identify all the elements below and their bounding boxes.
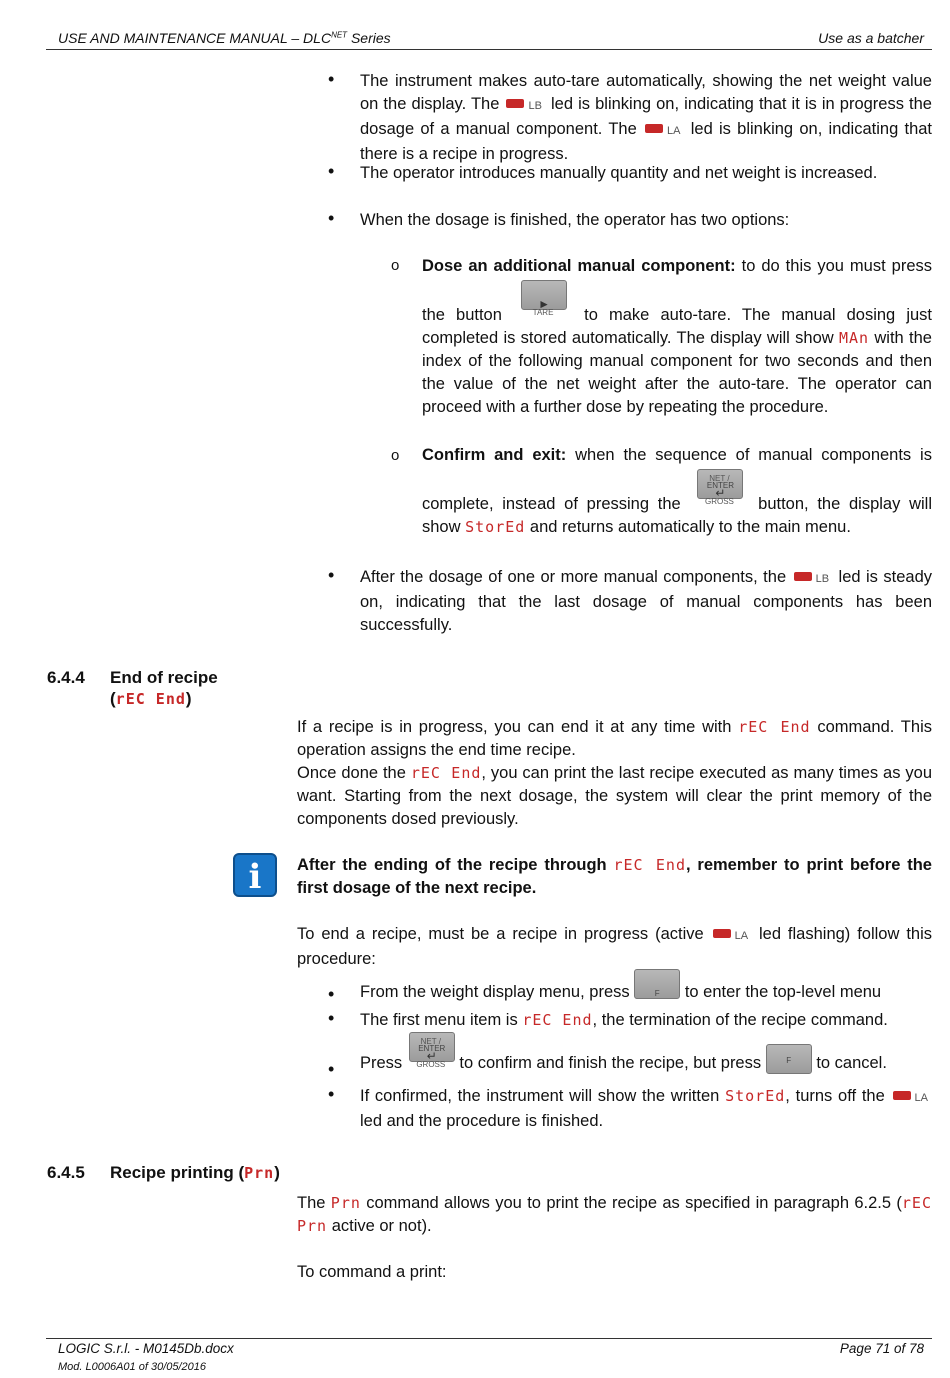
led-icon (794, 572, 812, 581)
option-confirm-exit: Confirm and exit: when the sequence of manual components is complete, instead of pressing the ENTER ↵ NET / GROSS button, the display will show StorEd and returns automatically to the main menu. (422, 446, 932, 536)
bullet-marker: • (328, 208, 335, 228)
footer-divider (46, 1338, 932, 1339)
section-title-code: (rEC End) (110, 689, 192, 708)
f-key-icon: F (634, 969, 680, 999)
bullet-autotare: The instrument makes auto-tare automatically, showing the net weight value on the display. The LB led is blinking on, indicating that it is in progress the dosage of a manual component. The LA led is blinking on, indicating that there is a recipe in progress. (360, 72, 933, 163)
section-number: 6.4.4 (47, 668, 85, 687)
command-print-text: To command a print: (297, 1263, 447, 1281)
sub-bullet-marker: o (391, 257, 400, 274)
led-icon (645, 124, 663, 133)
bullet-after-dosage: After the dosage of one or more manual components, the LB led is steady on, indicating that the last dosage of manual components has been successfully. (360, 568, 932, 634)
led-icon (506, 99, 524, 108)
recipe-print-paragraph: The Prn command allows you to print the recipe as specified in paragraph 6.2.5 (rEC Prn active or not). (297, 1194, 932, 1235)
info-icon: i (233, 853, 277, 897)
step-press-f: From the weight display menu, press F to enter the top-level menu (360, 969, 932, 1012)
header-title: USE AND MAINTENANCE MANUAL – $DLC^{NET}$ Series (58, 30, 391, 46)
option-dose-additional: Dose an additional manual component: to do this you must press the button ► TARE to make auto-tare. The manual dosing just completed is stored automatically. The display will show MAn with the index of the following manual component for two seconds and then the value of the net weight after the auto-tare. The operator can proceed with a further dose by repeating the procedure. (422, 257, 933, 416)
bullet-marker: • (328, 1084, 335, 1104)
section-title: End of recipe (110, 668, 218, 687)
enter-key-icon: ENTER ↵ NET / GROSS (695, 469, 743, 513)
bullet-marker: • (328, 984, 335, 1004)
f-key-icon: F (766, 1044, 812, 1074)
note-text: After the ending of the recipe through rEC End, remember to print before the first dosage of the next recipe. (297, 856, 932, 897)
step-first-item: The first menu item is rEC End, the termination of the recipe command. (360, 1011, 888, 1029)
page-number: Page 71 of 78 (839, 1341, 924, 1356)
step-confirm: Press ENTER ↵ NET / GROSS to confirm and finish the recipe, but press F to cancel. (360, 1032, 932, 1076)
led-icon (893, 1091, 911, 1100)
bullet-operator: The operator introduces manually quantity and net weight is increased. (360, 164, 878, 182)
sub-bullet-marker: o (391, 447, 400, 464)
bullet-marker: • (328, 1059, 335, 1079)
bullet-marker: • (328, 565, 335, 585)
footer-document: LOGIC S.r.l. - M0145Db.docx (58, 1341, 234, 1356)
bullet-marker: • (328, 1008, 335, 1028)
bullet-options: When the dosage is finished, the operator has two options: (360, 211, 790, 229)
procedure-intro: To end a recipe, must be a recipe in progress (active LA led flashing) follow this procedure: (297, 925, 932, 968)
led-icon (713, 929, 731, 938)
section-number: 6.4.5 (47, 1163, 85, 1182)
bullet-marker: • (328, 161, 335, 181)
recipe-end-paragraph: If a recipe is in progress, you can end it at any time with rEC End command. This operation assigns the end time recipe. Once done the rEC End, you can print the last recipe executed as many times as you want. Starting from the next dosage, the system will clear the print memory of the components dosed previously. (297, 718, 932, 828)
enter-key-icon: ENTER ↵ NET / GROSS (407, 1032, 455, 1076)
tare-key-icon: ► TARE (519, 280, 567, 324)
footer-mod: Mod. L0006A01 of 30/05/2016 (58, 1361, 207, 1373)
section-title: Recipe printing (Prn) (110, 1163, 280, 1182)
header-section: Use as a batcher (818, 30, 924, 46)
header-divider (46, 49, 932, 50)
bullet-marker: • (328, 69, 335, 89)
step-stored: If confirmed, the instrument will show the written StorEd, turns off the LA led and the procedure is finished. (360, 1087, 928, 1130)
